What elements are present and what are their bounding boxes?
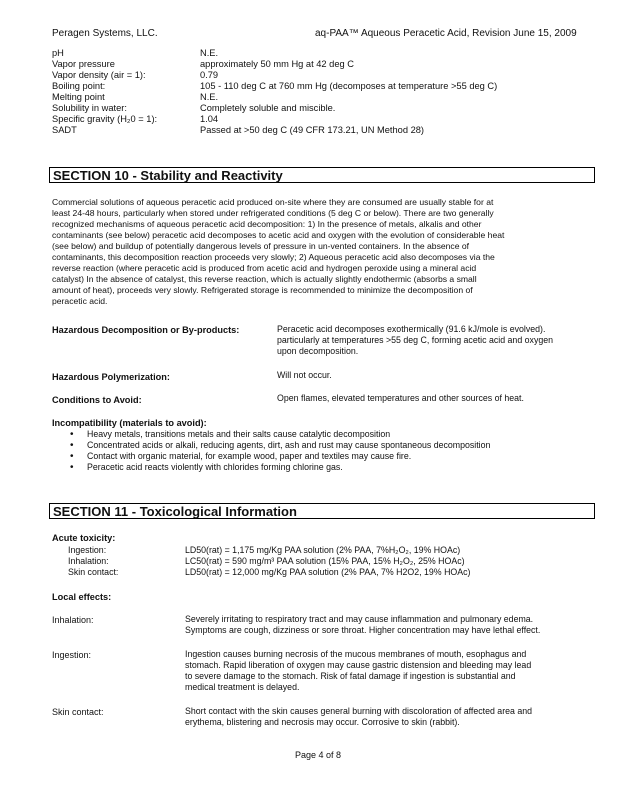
property-row bbox=[52, 59, 592, 70]
value-line: stomach. Rapid liberation of oxygen may cause gastric distension and bleeding may lead bbox=[185, 660, 532, 670]
paragraph-line: contaminants, this decomposition reaction proceeds very slowly; 2) Aqueous peracetic acid also decomposes via the bbox=[52, 252, 495, 262]
property-row bbox=[52, 114, 592, 125]
list-item: • Heavy metals, transitions metals and their salts cause catalytic decomposition bbox=[70, 429, 490, 440]
paragraph-line: reverse reaction (where peracetic acid is produced from acetic acid and hydrogen peroxide using a mineral acid bbox=[52, 263, 477, 273]
conditions-to-avoid-value: Open flames, elevated temperatures and other sources of heat. bbox=[277, 393, 524, 403]
property-row bbox=[52, 70, 592, 81]
paragraph-line: amount of heat), proceeds very slowly. Refrigerated storage is recommended to minimize the decomposition of bbox=[52, 285, 473, 295]
list-item: • Concentrated acids or alkali, reducing agents, dirt, ash and rust may cause spontaneous decomposition bbox=[70, 440, 490, 451]
paragraph-line: contaminants (see below) peracetic acid decomposes to acetic acid and oxygen with the evolution of considerable heat bbox=[52, 230, 505, 240]
value-line: Symptoms are cough, dizziness or sore throat. Higher concentration may have lethal effect. bbox=[185, 625, 541, 635]
property-value: 105 - 110 deg C at 760 mm Hg (decomposes at temperature >55 deg C) bbox=[200, 81, 498, 91]
property-value: 1.04 bbox=[200, 114, 219, 124]
incompatibility-label: Incompatibility (materials to avoid): bbox=[52, 418, 207, 428]
property-row bbox=[52, 125, 592, 136]
property-value: N.E. bbox=[200, 92, 219, 102]
header-document-title: aq-PAA™ Aqueous Peracetic Acid, Revision June 15, 2009 bbox=[315, 28, 577, 39]
acute-value: LD50(rat) = 12,000 mg/Kg PAA solution (2% PAA, 7% H2O2, 19% HOAc) bbox=[185, 567, 471, 577]
local-effect-description bbox=[185, 614, 540, 636]
acute-route: Ingestion: bbox=[68, 545, 107, 555]
list-item: • Peracetic acid reacts violently with chlorides forming chlorine gas. bbox=[70, 462, 490, 473]
value-line: upon decomposition. bbox=[277, 346, 359, 356]
section-11-heading: SECTION 11 - Toxicological Information bbox=[49, 503, 595, 519]
property-key: Melting point bbox=[52, 92, 105, 102]
value-line: Short contact with the skin causes general burning with discoloration of affected area and bbox=[185, 706, 533, 716]
value-line: erythema, blistering and necrosis may occur. Corrosive to skin (rabbit). bbox=[185, 717, 460, 727]
header-company: Peragen Systems, LLC. bbox=[52, 28, 158, 39]
incompatibility-list bbox=[70, 429, 490, 473]
acute-toxicity-label: Acute toxicity: bbox=[52, 533, 116, 543]
property-key: Solubility in water: bbox=[52, 103, 127, 113]
local-effect-description bbox=[185, 706, 532, 728]
value-line: Peracetic acid decomposes exothermically (91.6 kJ/mole is evolved). bbox=[277, 324, 546, 334]
paragraph-line: Commercial solutions of aqueous peracetic acid produced on-site where they are consumed are usually stable for at bbox=[52, 197, 494, 207]
property-value: Completely soluble and miscible. bbox=[200, 103, 336, 113]
local-effect-route: Inhalation: bbox=[52, 615, 94, 625]
property-key: Vapor density (air = 1): bbox=[52, 70, 146, 80]
acute-value: LD50(rat) = 1,175 mg/Kg PAA solution (2% PAA, 7%H₂O₂, 19% HOAc) bbox=[185, 545, 461, 555]
acute-value: LC50(rat) = 590 mg/m³ PAA solution (15% PAA, 15% H₂O₂, 25% HOAc) bbox=[185, 556, 465, 566]
hazardous-decomposition-label: Hazardous Decomposition or By-products: bbox=[52, 325, 240, 335]
value-line: to severe damage to the stomach. Risk of fatal damage if ingestion is substantial and bbox=[185, 671, 516, 681]
value-line: medical treatment is delayed. bbox=[185, 682, 300, 692]
local-effects-label: Local effects: bbox=[52, 592, 112, 602]
property-row bbox=[52, 103, 592, 114]
local-effect-route: Skin contact: bbox=[52, 707, 104, 717]
hazardous-polymerization-value: Will not occur. bbox=[277, 370, 332, 380]
acute-route: Inhalation: bbox=[68, 556, 109, 566]
property-key: pH bbox=[52, 48, 64, 58]
conditions-to-avoid-label: Conditions to Avoid: bbox=[52, 395, 142, 405]
acute-route: Skin contact: bbox=[68, 567, 119, 577]
page-number: Page 4 of 8 bbox=[295, 750, 342, 760]
value-line: particularly at temperatures >55 deg C, forming acetic acid and oxygen bbox=[277, 335, 554, 345]
local-effect-description bbox=[185, 649, 531, 693]
paragraph-line: least 24-48 hours, particularly when stored under refrigerated conditions (5 deg C or below). There are two generally bbox=[52, 208, 494, 218]
property-key: Vapor pressure bbox=[52, 59, 115, 69]
property-row bbox=[52, 92, 592, 103]
value-line: Ingestion causes burning necrosis of the mucous membranes of mouth, esophagus and bbox=[185, 649, 527, 659]
paragraph-line: peracetic acid. bbox=[52, 296, 108, 306]
paragraph-line: catalyst) In the absence of catalyst, this reverse reaction, which is actually slightly endothermic (absorbs a small bbox=[52, 274, 477, 284]
paragraph-line: recognized mechanisms of aqueous peracetic acid decomposition: 1) In the presence of metals, alkalis and other bbox=[52, 219, 482, 229]
property-key: Boiling point: bbox=[52, 81, 106, 91]
property-key: SADT bbox=[52, 125, 77, 135]
property-row bbox=[52, 81, 592, 92]
hazardous-decomposition-value bbox=[277, 324, 553, 357]
property-value: N.E. bbox=[200, 48, 219, 58]
paragraph-line: (see below) and buildup of potentially dangerous levels of pressure in un-vented containers. In the absence of bbox=[52, 241, 470, 251]
property-value: approximately 50 mm Hg at 42 deg C bbox=[200, 59, 354, 69]
property-key: Specific gravity (H₂0 = 1): bbox=[52, 114, 158, 124]
value-line: Severely irritating to respiratory tract and may cause inflammation and pulmonary edema. bbox=[185, 614, 534, 624]
section-10-heading: SECTION 10 - Stability and Reactivity bbox=[49, 167, 595, 183]
property-value: Passed at >50 deg C (49 CFR 173.21, UN Method 28) bbox=[200, 125, 425, 135]
local-effect-route: Ingestion: bbox=[52, 650, 92, 660]
hazardous-polymerization-label: Hazardous Polymerization: bbox=[52, 372, 170, 382]
section-10-intro bbox=[52, 197, 602, 307]
list-item: • Contact with organic material, for example wood, paper and textiles may cause fire. bbox=[70, 451, 490, 462]
property-row bbox=[52, 48, 592, 59]
property-value: 0.79 bbox=[200, 70, 219, 80]
